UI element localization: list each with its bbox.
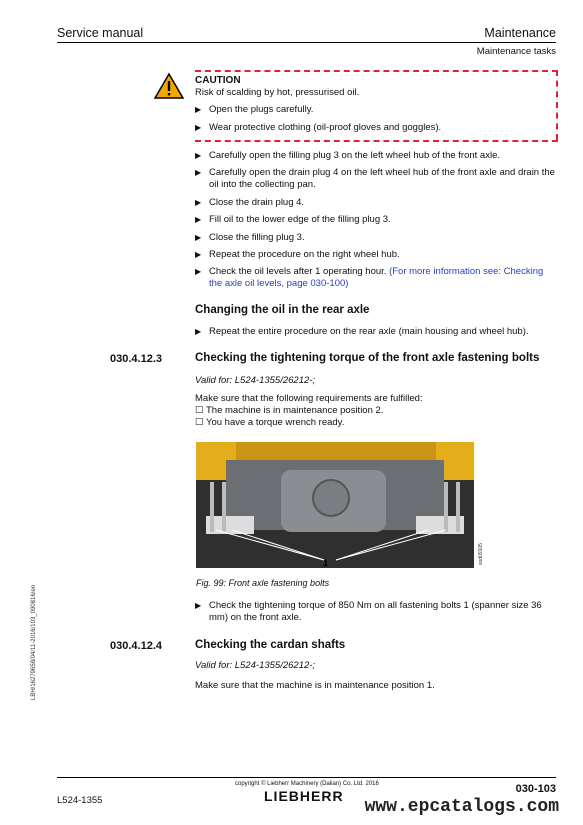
header-divider	[57, 42, 556, 43]
warning-triangle-icon	[154, 72, 184, 100]
figure-caption: Fig. 99: Front axle fastening bolts	[196, 578, 330, 588]
caution-border-bottom	[195, 140, 558, 142]
front-axle-photo	[196, 442, 474, 568]
caution-title: CAUTION	[195, 75, 241, 86]
rear-axle-item: ▶ Repeat the entire procedure on the rear axle (main housing and wheel hub).	[195, 326, 555, 338]
requirement-item: ☐ You have a torque wrench ready.	[195, 417, 345, 428]
caution-text: Risk of scalding by hot, pressurised oil.	[195, 87, 360, 98]
section-title: Checking the cardan shafts	[195, 639, 346, 651]
document-id: LBH/16279658/04/11-2016/103_090816/en	[31, 585, 37, 700]
section-number: 030.4.12.4	[110, 640, 162, 652]
step-item: ▶ Check the oil levels after 1 operating hour. (For more information see: Checking the axle oil levels, page 030-100)	[195, 266, 555, 290]
manual-title: Service manual	[57, 26, 144, 40]
footer-divider	[57, 777, 556, 778]
validity-note: Valid for: L524-1355/26212-;	[195, 375, 316, 386]
page-number: 030-103	[515, 783, 556, 795]
figure-code: sod09105	[478, 543, 484, 565]
step-item: ▶ Repeat the procedure on the right wheel hub.	[195, 249, 555, 261]
brand-logo: LIEBHERR	[264, 788, 344, 804]
chapter-title: Maintenance	[484, 26, 556, 40]
maintenance-position-note: Make sure that the machine is in maintenance position 1.	[195, 680, 435, 691]
checkbox-icon: ☐	[195, 417, 204, 428]
section-subtitle: Maintenance tasks	[476, 46, 556, 57]
step-item: ▶ Carefully open the filling plug 3 on the left wheel hub of the front axle.	[195, 150, 555, 162]
model-number: L524-1355	[57, 795, 103, 806]
caution-border-right	[556, 70, 558, 140]
requirements-intro: Make sure that the following requirements are fulfilled:	[195, 393, 423, 404]
requirement-item: ☐ The machine is in maintenance position 2.	[195, 405, 384, 416]
copyright: copyright © Liebherr Machinery (Dalian) Co. Ltd. 2016	[235, 781, 379, 787]
step-item: ▶ Close the drain plug 4.	[195, 197, 555, 209]
step-item: ▶ Close the filling plug 3.	[195, 232, 555, 244]
torque-check-item: ▶ Check the tightening torque of 850 Nm on all fastening bolts 1 (spanner size 36 mm) on the front axle.	[195, 600, 555, 624]
rear-axle-heading: Changing the oil in the rear axle	[195, 304, 370, 316]
photo-label-1: 1	[323, 558, 329, 568]
section-number: 030.4.12.3	[110, 353, 162, 365]
section-title: Checking the tightening torque of the front axle fastening bolts	[195, 352, 540, 364]
caution-item: ▶ Wear protective clothing (oil-proof gloves and goggles).	[195, 122, 555, 134]
front-axle-illustration	[196, 442, 474, 568]
step-item: ▶ Carefully open the drain plug 4 on the left wheel hub of the front axle and drain the oil into the collecting pan.	[195, 167, 555, 191]
validity-note: Valid for: L524-1355/26212-;	[195, 660, 316, 671]
watermark: www.epcatalogs.com	[364, 797, 559, 817]
checkbox-icon: ☐	[195, 405, 204, 416]
cross-reference-link[interactable]: (For more information see: Checking the axle oil levels, page 030-100)	[209, 266, 544, 289]
step-item: ▶ Fill oil to the lower edge of the filling plug 3.	[195, 214, 555, 226]
caution-item: ▶ Open the plugs carefully.	[195, 104, 555, 116]
caution-border-top	[195, 70, 558, 72]
